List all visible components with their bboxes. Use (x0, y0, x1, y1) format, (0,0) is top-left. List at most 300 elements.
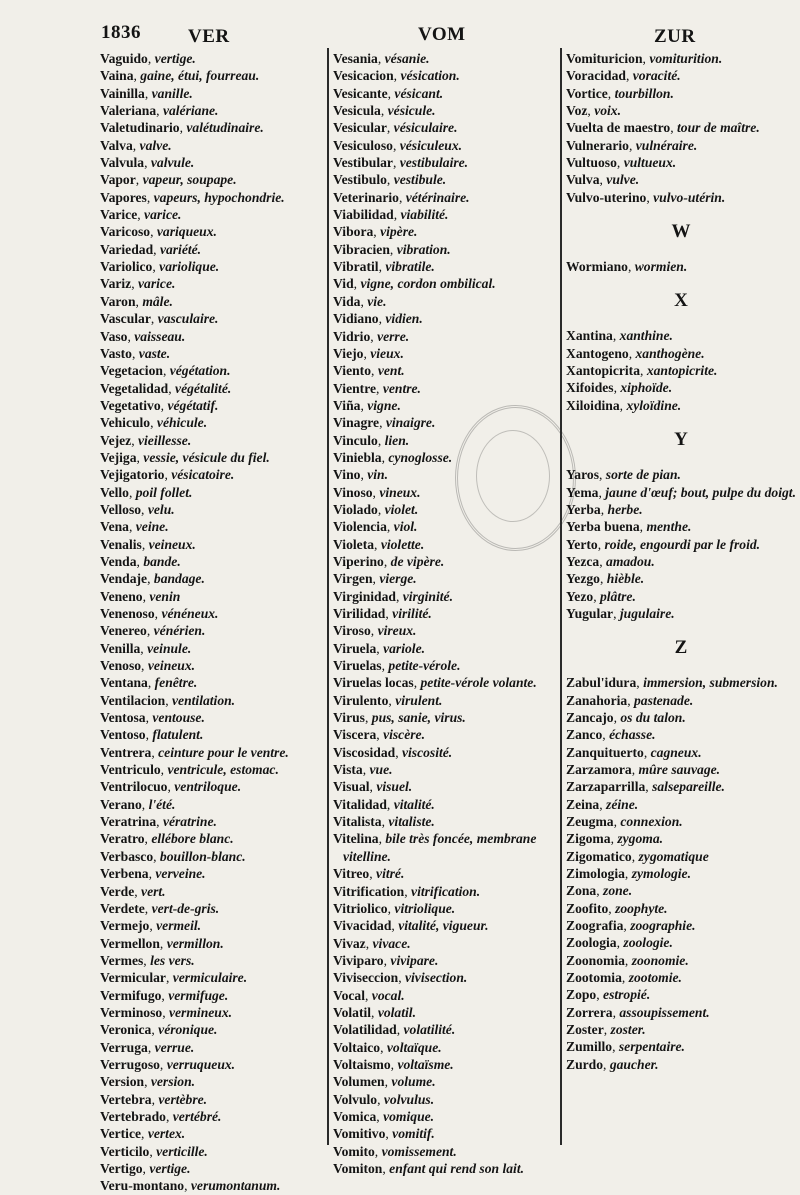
entry-headword: Vertebra (100, 1091, 152, 1107)
dictionary-entry: Vinagre, vinaigre. (333, 415, 436, 431)
entry-translation: volume. (391, 1074, 436, 1090)
dictionary-entry: Veru-montano, verumontanum. (100, 1178, 281, 1194)
dictionary-entry: Vegetalidad, végétalité. (100, 380, 232, 396)
dictionary-entry: Venilla, veinule. (100, 640, 192, 656)
entry-headword: Volvulo (333, 1091, 378, 1107)
entry-headword: Yezo (566, 588, 594, 604)
dictionary-entry: Vino, vin. (333, 467, 389, 483)
dictionary-entry: Venalis, veineux. (100, 536, 196, 552)
entry-translation: vivisection. (404, 970, 468, 986)
dictionary-entry: Xantogeno, xanthogène. (566, 345, 705, 361)
entry-headword: Zancajo (566, 709, 614, 725)
entry-headword: Viviparo (333, 952, 384, 968)
dictionary-entry: Vulvo-uterino, vulvo-utérin. (566, 189, 726, 205)
entry-translation: viabilité. (400, 207, 449, 223)
entry-headword: Viruelas (333, 658, 382, 674)
entry-headword: Verruga (100, 1039, 148, 1055)
entry-translation: estropié. (603, 987, 651, 1003)
letter-heading-w: W (671, 221, 691, 243)
entry-headword: Vello (100, 484, 129, 500)
entry-translation: zootomie. (628, 970, 682, 986)
entry-headword: Vibora (333, 224, 374, 240)
dictionary-entry: Vaina, gaine, étui, fourreau. (100, 68, 260, 84)
page-header (0, 20, 800, 50)
entry-translation: vésicatoire. (171, 467, 235, 483)
entry-headword: Venereo (100, 623, 147, 639)
entry-translation: ventre. (382, 380, 421, 396)
entry-translation: vert. (141, 883, 166, 899)
entry-headword: Venalis (100, 536, 142, 552)
entry-headword: Veru-montano (100, 1178, 185, 1194)
entry-headword: Viroso (333, 623, 371, 639)
entry-translation: végétatif. (167, 397, 219, 413)
entry-translation: salsepareille. (652, 779, 725, 795)
entry-headword: Vermifugo (100, 987, 162, 1003)
entry-headword: Vejez (100, 432, 132, 448)
dictionary-entry: Vestibulo, vestibule. (333, 172, 447, 188)
entry-translation: vénérien. (153, 623, 206, 639)
entry-headword: Vitreo (333, 866, 370, 882)
entry-translation: vanille. (151, 85, 193, 101)
dictionary-entry: Variolico, variolique. (100, 259, 220, 275)
entry-translation: vestibule. (393, 172, 447, 188)
entry-translation: verveine. (155, 866, 206, 882)
entry-translation: vermifuge. (168, 987, 229, 1003)
dictionary-entry: Viejo, vieux. (333, 345, 404, 361)
entry-headword: Vertebrado (100, 1108, 166, 1124)
entry-headword: Vena (100, 519, 129, 535)
entry-headword: Verano (100, 796, 142, 812)
entry-headword: Valeriana (100, 103, 157, 119)
entry-headword: Virilidad (333, 606, 386, 621)
entry-translation: vapeur, soupape. (142, 172, 237, 188)
entry-translation: veineux. (148, 536, 196, 552)
dictionary-entry: Zoofito, zoophyte. (566, 900, 668, 916)
dictionary-entry: Zigomatico, zygomatique (566, 848, 709, 864)
dictionary-entry: Viruelas, petite-vérole. (333, 658, 461, 674)
dictionary-entry: Vivaz, vivace. (333, 935, 411, 951)
entry-translation: xyloïdine. (626, 397, 682, 413)
entry-headword: Viperino (333, 553, 384, 569)
dictionary-entry: Violado, violet. (333, 501, 419, 517)
dictionary-entry: Yezgo, hièble. (566, 571, 645, 587)
dictionary-entry: Ventoso, flatulent. (100, 727, 204, 743)
dictionary-entry: Ventriculo, ventricule, estomac. (100, 762, 279, 778)
entry-translation: vétérinaire. (405, 189, 470, 205)
entry-headword: Vejigatorio (100, 467, 165, 483)
dictionary-entry: Zoografia, zoographie. (566, 918, 696, 934)
entry-headword: Venenoso (100, 606, 155, 621)
entry-translation: plâtre. (599, 588, 636, 604)
dictionary-entry: Vendaje, bandage. (100, 571, 205, 587)
entry-translation: vertex. (147, 1126, 186, 1142)
entry-translation: vert-de-gris. (151, 900, 220, 916)
entry-headword: Veneno (100, 588, 143, 604)
entry-translation: vieux. (370, 345, 404, 361)
entry-headword: Vid (333, 276, 354, 292)
entry-headword: Venilla (100, 640, 141, 656)
dictionary-entry: Vehiculo, véhicule. (100, 415, 208, 431)
entry-headword: Vomitivo (333, 1126, 386, 1142)
dictionary-entry: Vinculo, lien. (333, 432, 410, 448)
entry-headword: Zarzamora (566, 761, 632, 777)
dictionary-entry: Vermifugo, vermifuge. (100, 987, 229, 1003)
entry-headword: Viento (333, 363, 372, 379)
entry-headword: Zopo (566, 987, 597, 1003)
dictionary-entry: Viabilidad, viabilité. (333, 207, 449, 223)
entry-headword: Vomituricion (566, 51, 643, 66)
dictionary-entry: Vista, vue. (333, 762, 393, 778)
dictionary-entry: Yaros, sorte de pian. (566, 467, 681, 483)
entry-headword: Zoologia (566, 935, 617, 951)
dictionary-entry: Voz, voix. (566, 103, 622, 119)
dictionary-entry: Varon, mâle. (100, 293, 173, 309)
dictionary-entry: Verdete, vert-de-gris. (100, 900, 220, 916)
entry-headword: Zoster (566, 1022, 604, 1038)
entry-translation: bande. (143, 553, 181, 569)
entry-translation: zoographie. (630, 918, 696, 934)
entry-headword: Zoofito (566, 900, 609, 916)
entry-headword: Ventrera (100, 744, 152, 760)
entry-translation: volatilité. (403, 1022, 456, 1038)
entry-translation: valvule. (150, 155, 195, 171)
entry-headword: Verde (100, 883, 135, 899)
dictionary-entry: Vejiga, vessie, vésicule du fiel. (100, 449, 270, 465)
dictionary-entry: Violencia, viol. (333, 519, 418, 535)
dictionary-entry: Viscera, viscère. (333, 727, 425, 743)
column-divider-right (560, 48, 562, 1145)
dictionary-entry: Vida, vie. (333, 293, 387, 309)
entry-headword: Yezgo (566, 571, 600, 587)
entry-headword: Yezca (566, 553, 600, 569)
entry-headword: Verminoso (100, 1004, 163, 1020)
entry-translation: variole. (383, 640, 425, 656)
dictionary-entry: Viento, vent. (333, 363, 405, 379)
section-y-entries (566, 466, 796, 622)
entry-headword: Vitalidad (333, 796, 387, 812)
entry-headword: Volatil (333, 1004, 372, 1020)
dictionary-entry: Xantina, xanthine. (566, 328, 673, 344)
entry-translation: varice. (138, 276, 176, 292)
dictionary-entry: Zootomia, zootomie. (566, 970, 682, 986)
entry-headword: Vientre (333, 380, 377, 396)
entry-headword: Variolico (100, 259, 153, 275)
entry-headword: Vermes (100, 952, 144, 968)
entry-translation: zoonomie. (631, 952, 689, 968)
entry-translation: vireux. (377, 623, 417, 639)
entry-translation: version. (150, 1074, 196, 1090)
entry-headword: Vapores (100, 189, 147, 205)
entry-translation: zoologie. (623, 935, 673, 951)
entry-headword: Vermicular (100, 970, 166, 986)
entry-translation: vigne, cordon ombilical. (360, 276, 496, 292)
entry-translation: assoupissement. (619, 1004, 710, 1020)
entry-headword: Yerba buena (566, 519, 640, 535)
entry-translation: amadou. (606, 553, 655, 569)
dictionary-entry: Zarzaparrilla, salsepareille. (566, 779, 725, 795)
entry-headword: Viejo (333, 345, 364, 361)
entry-translation: ventouse. (152, 710, 205, 726)
entry-headword: Vinculo (333, 432, 378, 448)
entry-headword: Vocal (333, 987, 365, 1003)
guide-word-middle: VOM (418, 24, 466, 45)
entry-translation: viscère. (383, 727, 425, 743)
entry-headword: Xantogeno (566, 345, 629, 361)
dictionary-entry: Verruga, verrue. (100, 1039, 195, 1055)
dictionary-entry: Zopo, estropié. (566, 987, 651, 1003)
dictionary-entry: Verbasco, bouillon-blanc. (100, 848, 246, 864)
entry-translation: vie. (367, 293, 387, 309)
dictionary-entry: Yezca, amadou. (566, 553, 655, 569)
entry-translation: vipère. (380, 224, 418, 240)
dictionary-entry: Vomituricion, vomiturition. (566, 51, 723, 66)
dictionary-entry: Vello, poil follet. (100, 484, 193, 500)
dictionary-entry: Vuelta de maestro, tour de maître. (566, 120, 760, 136)
dictionary-entry: Violeta, violette. (333, 536, 425, 552)
dictionary-entry: Vitelina, bile très foncée, membrane vitelline. (333, 831, 537, 864)
dictionary-entry: Vidiano, vidien. (333, 311, 423, 327)
entry-translation: sorte de pian. (605, 467, 681, 483)
entry-translation: vermiculaire. (172, 970, 248, 986)
entry-headword: Vultuoso (566, 155, 617, 171)
entry-translation: ceinture pour le ventre. (158, 744, 289, 760)
entry-headword: Veratrina (100, 814, 157, 830)
entry-translation: vitalité, vigueur. (398, 918, 489, 934)
dictionary-entry: Virgen, vierge. (333, 571, 417, 587)
dictionary-entry: Vegetativo, végétatif. (100, 397, 219, 413)
entry-translation: vineux. (379, 484, 421, 500)
entry-translation: végétalité. (175, 380, 232, 396)
dictionary-entry: Vestibular, vestibulaire. (333, 155, 469, 171)
entry-headword: Volatilidad (333, 1022, 397, 1038)
dictionary-entry: Zabul'idura, immersion, submersion. (566, 675, 778, 691)
entry-headword: Vitrification (333, 883, 405, 899)
dictionary-entry: Ventrilocuo, ventriloque. (100, 779, 242, 795)
dictionary-entry: Zona, zone. (566, 883, 633, 899)
dictionary-entry: Yerba, herbe. (566, 501, 643, 517)
dictionary-entry: Voracidad, voracité. (566, 68, 681, 84)
entry-translation: vaste. (138, 345, 171, 361)
entry-headword: Vortice (566, 85, 608, 101)
entry-headword: Zarzaparrilla (566, 779, 646, 795)
entry-headword: Zimologia (566, 866, 625, 882)
dictionary-entry: Vertebra, vertèbre. (100, 1091, 208, 1107)
entry-headword: Zorrera (566, 1004, 613, 1020)
entry-headword: Varice (100, 207, 138, 223)
entry-headword: Velloso (100, 501, 142, 517)
dictionary-entry: Vulnerario, vulnéraire. (566, 137, 698, 153)
entry-translation: serpentaire. (618, 1039, 685, 1055)
dictionary-entry: Viruela, variole. (333, 640, 425, 656)
dictionary-entry: Vinoso, vineux. (333, 484, 421, 500)
entry-translation: vent. (377, 363, 405, 379)
entry-headword: Ventosa (100, 710, 146, 726)
entry-headword: Veterinario (333, 189, 399, 205)
entry-headword: Vestibulo (333, 172, 387, 188)
entry-translation: petite-vérole volante. (420, 675, 537, 691)
dictionary-entry: Vibracien, vibration. (333, 241, 451, 257)
entry-headword: Vomiton (333, 1161, 383, 1176)
entry-headword: Zumillo (566, 1039, 613, 1055)
entry-headword: Xifoides (566, 380, 614, 396)
section-v-entries (566, 50, 796, 206)
dictionary-entry: Vermejo, vermeil. (100, 918, 202, 934)
dictionary-entry: Vesiculoso, vésiculeux. (333, 137, 463, 153)
dictionary-entry: Wormiano, wormien. (566, 259, 688, 275)
entry-translation: vératrine. (162, 814, 217, 830)
entry-translation: vaisseau. (134, 328, 186, 344)
dictionary-entry: Vivacidad, vitalité, vigueur. (333, 918, 489, 934)
entry-translation: flatulent. (152, 727, 204, 743)
entry-translation: vigne. (367, 397, 401, 413)
entry-headword: Veratro (100, 831, 145, 847)
entry-translation: vésicant. (394, 85, 444, 101)
entry-headword: Zeina (566, 796, 600, 812)
entry-translation: connexion. (620, 814, 683, 829)
entry-headword: Vertigo (100, 1161, 143, 1176)
dictionary-entry: Viviseccion, vivisection. (333, 970, 468, 986)
entry-headword: Virginidad (333, 588, 396, 604)
entry-headword: Version (100, 1074, 145, 1090)
entry-translation: vestibulaire. (399, 155, 469, 171)
entry-headword: Vegetativo (100, 397, 161, 413)
dictionary-entry: Vomito, vomissement. (333, 1143, 457, 1159)
entry-translation: bile très foncée, membrane vitelline. (343, 831, 537, 864)
entry-translation: végétation. (169, 363, 231, 379)
entry-headword: Vasto (100, 345, 132, 361)
entry-translation: immersion, submersion. (643, 675, 778, 691)
entry-headword: Venda (100, 553, 137, 569)
entry-headword: Verticilo (100, 1143, 150, 1159)
entry-headword: Virgen (333, 571, 373, 587)
entry-translation: enfant qui rend son lait. (389, 1161, 524, 1176)
entry-headword: Zanahoria (566, 692, 628, 708)
dictionary-entry: Yema, jaune d'œuf; bout, pulpe du doigt. (566, 484, 796, 500)
entry-headword: Vainilla (100, 85, 145, 101)
dictionary-entry: Vitalidad, vitalité. (333, 796, 435, 812)
dictionary-entry: Virginidad, virginité. (333, 588, 453, 604)
letter-heading-y: Y (674, 429, 688, 451)
entry-headword: Vascular (100, 311, 151, 327)
section-w-entries (566, 258, 796, 275)
entry-translation: cynoglosse. (388, 449, 453, 465)
entry-headword: Wormiano (566, 259, 628, 275)
entry-headword: Viabilidad (333, 207, 394, 223)
dictionary-entry: Vultuoso, vultueux. (566, 155, 677, 171)
entry-translation: vivace. (372, 935, 411, 951)
entry-headword: Violeta (333, 536, 375, 552)
entry-headword: Violado (333, 501, 378, 517)
dictionary-entry: Zanquituerto, cagneux. (566, 744, 702, 760)
entry-headword: Vidiano (333, 311, 379, 327)
dictionary-entry: Vesania, vésanie. (333, 51, 430, 66)
dictionary-entry: Vena, veine. (100, 519, 169, 535)
entry-translation: vésiculaire. (393, 120, 458, 136)
dictionary-entry: Vertigo, vertige. (100, 1161, 191, 1176)
entry-translation: vésanie. (384, 51, 430, 66)
entry-headword: Vapor (100, 172, 136, 188)
dictionary-entry: Vapores, vapeurs, hypochondrie. (100, 189, 285, 205)
entry-translation: tour de maître. (677, 120, 760, 136)
dictionary-entry: Zancajo, os du talon. (566, 709, 686, 725)
entry-headword: Vesicacion (333, 68, 394, 84)
dictionary-entry: Veronica, véronique. (100, 1022, 218, 1038)
entry-headword: Vinagre (333, 415, 380, 431)
entry-translation: vésication. (400, 68, 460, 84)
entry-translation: vibration. (396, 241, 451, 257)
entry-headword: Yerto (566, 536, 598, 552)
dictionary-entry: Verrugoso, verruqueux. (100, 1056, 236, 1072)
section-z-entries (566, 674, 796, 1073)
entry-headword: Visual (333, 779, 370, 795)
entry-translation: vertige. (149, 1161, 191, 1176)
entry-translation: veineux. (147, 658, 196, 674)
dictionary-entry: Zoster, zoster. (566, 1022, 646, 1038)
entry-headword: Viniebla (333, 449, 382, 465)
dictionary-entry: Zeina, zéine. (566, 796, 639, 812)
entry-headword: Viviseccion (333, 970, 399, 986)
entry-translation: vermeil. (156, 918, 202, 934)
entry-headword: Ventana (100, 675, 148, 691)
entry-translation: hièble. (606, 571, 645, 587)
entry-translation: viol. (393, 519, 418, 535)
entry-headword: Vibracien (333, 241, 390, 257)
entry-headword: Voltaismo (333, 1056, 391, 1072)
entry-translation: verumontanum. (190, 1178, 281, 1194)
dictionary-entry: Veneno, venin (100, 588, 181, 604)
dictionary-entry: Verde, vert. (100, 883, 166, 899)
entry-translation: vivipare. (390, 952, 439, 968)
entry-headword: Vida (333, 293, 361, 309)
entry-translation: poil follet. (135, 484, 193, 500)
dictionary-entry: Vesicula, vésicule. (333, 103, 436, 119)
entry-headword: Voracidad (566, 68, 626, 84)
entry-translation: gaine, étui, fourreau. (140, 68, 260, 84)
dictionary-entry: Viperino, de vipère. (333, 553, 445, 569)
entry-translation: zéine. (606, 796, 639, 812)
entry-headword: Verbasco (100, 848, 154, 864)
dictionary-entry: Veterinario, vétérinaire. (333, 189, 470, 205)
entry-translation: vultueux. (623, 155, 677, 171)
dictionary-entry: Zurdo, gaucher. (566, 1056, 659, 1072)
dictionary-entry: Xiloidina, xyloïdine. (566, 397, 682, 413)
dictionary-entry: Vascular, vasculaire. (100, 311, 219, 327)
dictionary-entry: Vomiton, enfant qui rend son lait. (333, 1161, 524, 1176)
dictionary-entry: Vainilla, vanille. (100, 85, 193, 101)
dictionary-entry: Vasto, vaste. (100, 345, 171, 361)
dictionary-entry: Viña, vigne. (333, 397, 401, 413)
entry-translation: vasculaire. (157, 311, 219, 327)
letter-heading-z: Z (674, 637, 688, 659)
entry-headword: Yugular (566, 605, 614, 621)
entry-headword: Venoso (100, 658, 142, 674)
dictionary-entry: Vid, vigne, cordon ombilical. (333, 276, 496, 292)
entry-headword: Zigomatico (566, 848, 632, 864)
entry-translation: ventricule, estomac. (167, 762, 279, 778)
entry-translation: pastenade. (633, 692, 694, 708)
dictionary-entry: Zoologia, zoologie. (566, 935, 673, 951)
dictionary-entry: Vibora, vipère. (333, 224, 418, 240)
entry-headword: Viscera (333, 727, 377, 743)
entry-headword: Zoografia (566, 918, 624, 934)
entry-translation: bandage. (153, 571, 205, 587)
dictionary-entry: Verano, l'été. (100, 796, 176, 812)
entry-headword: Vitelina (333, 831, 379, 847)
entry-translation: volatil. (377, 1004, 416, 1020)
guide-word-left: VER (188, 26, 230, 47)
entry-headword: Verbena (100, 866, 149, 882)
entry-translation: vin. (367, 467, 389, 483)
